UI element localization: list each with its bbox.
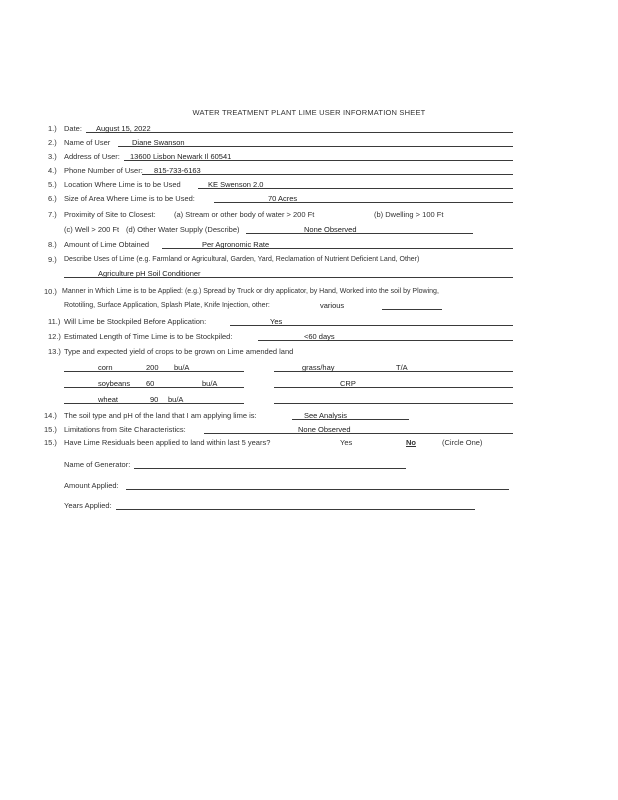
- crop-row: [64, 378, 513, 389]
- field-application-manner-cont: [64, 300, 513, 311]
- uses-value: Agriculture pH Soil Conditioner: [98, 269, 201, 278]
- field-label: Amount Applied:: [64, 481, 119, 490]
- crop-unit: T/A: [396, 363, 408, 372]
- item-number: 8.): [48, 240, 57, 249]
- proximity-other-water: (d) Other Water Supply (Describe): [126, 225, 240, 234]
- item-number: 5.): [48, 180, 57, 189]
- field-label: Location Where Lime is to be Used: [64, 180, 181, 189]
- user-name-value: Diane Swanson: [132, 138, 185, 147]
- field-date: [48, 123, 513, 134]
- proximity-well: (c) Well > 200 Ft: [64, 225, 120, 234]
- item-number: 14.): [44, 411, 57, 420]
- option-yes[interactable]: Yes: [340, 438, 353, 447]
- field-uses: [48, 254, 518, 265]
- field-crops: [48, 346, 513, 357]
- answer-line[interactable]: [258, 331, 513, 341]
- field-label: Type and expected yield of crops to be grown on Lime amended land: [64, 347, 294, 356]
- item-number: 4.): [48, 166, 57, 175]
- answer-line[interactable]: [204, 424, 513, 434]
- field-application-manner: [44, 286, 522, 297]
- field-label: Name of User: [64, 138, 111, 147]
- address-value: 13600 Lisbon Newark Il 60541: [130, 152, 232, 161]
- field-label: Phone Number of User:: [64, 166, 143, 175]
- field-label: Proximity of Site to Closest:: [64, 210, 156, 219]
- field-label: Have Lime Residuals been applied to land within last 5 years?: [64, 438, 271, 447]
- field-label: Describe Uses of Lime (e.g. Farmland or Agricultural, Garden, Yard, Reclamation of Nutrient Deficient Land, Other): [64, 256, 420, 263]
- stockpiled-value: Yes: [270, 317, 283, 326]
- field-label: Date:: [64, 124, 82, 133]
- field-label: Size of Area Where Lime is to be Used:: [64, 194, 195, 203]
- stockpile-time-value: <60 days: [304, 332, 335, 341]
- item-number: 13.): [48, 347, 61, 356]
- crop-unit: bu/A: [202, 379, 218, 388]
- circle-one-note: (Circle One): [442, 438, 483, 447]
- item-number: 6.): [48, 194, 57, 203]
- phone-value: 815-733-6163: [154, 166, 201, 175]
- crop-row: [64, 362, 513, 373]
- field-residuals-applied: [44, 437, 519, 448]
- option-no[interactable]: No: [406, 438, 416, 447]
- crop-row: [64, 394, 513, 405]
- item-number: 11.): [48, 317, 61, 326]
- field-amount-applied: [64, 480, 509, 491]
- field-address: [48, 151, 513, 162]
- field-label: Will Lime be Stockpiled Before Application:: [64, 317, 207, 326]
- item-number: 15.): [44, 438, 57, 447]
- field-proximity-cont: [64, 224, 513, 235]
- answer-line[interactable]: [126, 480, 509, 490]
- item-number: 15.): [44, 425, 57, 434]
- crop-name: grass/hay: [302, 363, 335, 372]
- answer-line[interactable]: [214, 193, 513, 203]
- field-label: Years Applied:: [64, 501, 112, 510]
- field-label: Amount of Lime Obtained: [64, 240, 150, 249]
- field-label: Address of User:: [64, 152, 120, 161]
- crop-name: wheat: [98, 395, 119, 404]
- answer-line[interactable]: [246, 224, 473, 234]
- crop-yield: 200: [146, 363, 159, 372]
- field-label: Rototiling, Surface Application, Splash Plate, Knife Injection, other:: [64, 302, 270, 309]
- field-label: Estimated Length of Time Lime is to be Stockpiled:: [64, 332, 233, 341]
- soil-type-value: See Analysis: [304, 411, 347, 420]
- field-site-limitations: [44, 424, 513, 435]
- site-limitations-value: None Observed: [298, 425, 351, 434]
- field-stockpiled: [48, 316, 513, 327]
- field-years-applied: [64, 500, 475, 511]
- field-area-size: [48, 193, 513, 204]
- item-number: 1.): [48, 124, 57, 133]
- crop-unit: bu/A: [168, 395, 184, 404]
- item-number: 9.): [48, 255, 57, 264]
- application-value: various: [320, 301, 345, 310]
- proximity-dwelling: (b) Dwelling > 100 Ft: [374, 210, 444, 219]
- item-number: 2.): [48, 138, 57, 147]
- field-label: The soil type and pH of the land that I am applying lime is:: [64, 411, 257, 420]
- proximity-stream: (a) Stream or other body of water > 200 Ft: [174, 210, 315, 219]
- answer-line[interactable]: [134, 459, 406, 469]
- answer-line[interactable]: [274, 378, 513, 388]
- field-generator-name: [64, 459, 406, 470]
- crop-name: corn: [98, 363, 113, 372]
- location-value: KE Swenson 2.0: [208, 180, 264, 189]
- crop-name: soybeans: [98, 379, 131, 388]
- amount-obtained-value: Per Agronomic Rate: [202, 240, 270, 249]
- answer-line[interactable]: [116, 500, 475, 510]
- field-stockpile-time: [48, 331, 513, 342]
- date-value: August 15, 2022: [96, 124, 151, 133]
- field-label: Name of Generator:: [64, 460, 131, 469]
- field-label: Manner in Which Lime is to be Applied: (e.g.) Spread by Truck or dry applicator, by Hand, Worked into the soil by Plowing,: [62, 288, 439, 295]
- crop-name: CRP: [340, 379, 356, 388]
- item-number: 3.): [48, 152, 57, 161]
- field-label: Limitations from Site Characteristics:: [64, 425, 186, 434]
- field-amount-obtained: [48, 239, 513, 250]
- crop-unit: bu/A: [174, 363, 190, 372]
- field-proximity: [48, 209, 513, 220]
- item-number: 7.): [48, 210, 57, 219]
- item-number: 10.): [44, 287, 57, 296]
- area-size-value: 70 Acres: [268, 194, 298, 203]
- item-number: 12.): [48, 332, 61, 341]
- crop-yield: 60: [146, 379, 155, 388]
- field-phone: [48, 165, 513, 176]
- form-title: WATER TREATMENT PLANT LIME USER INFORMATION SHEET: [192, 108, 426, 117]
- crop-yield: 90: [150, 395, 159, 404]
- field-uses-answer: [64, 268, 513, 279]
- field-location: [48, 179, 513, 190]
- answer-line[interactable]: [274, 394, 513, 404]
- field-soil-type: [44, 410, 409, 421]
- field-user-name: [48, 137, 513, 148]
- proximity-value: None Observed: [304, 225, 357, 234]
- answer-line[interactable]: [382, 300, 442, 310]
